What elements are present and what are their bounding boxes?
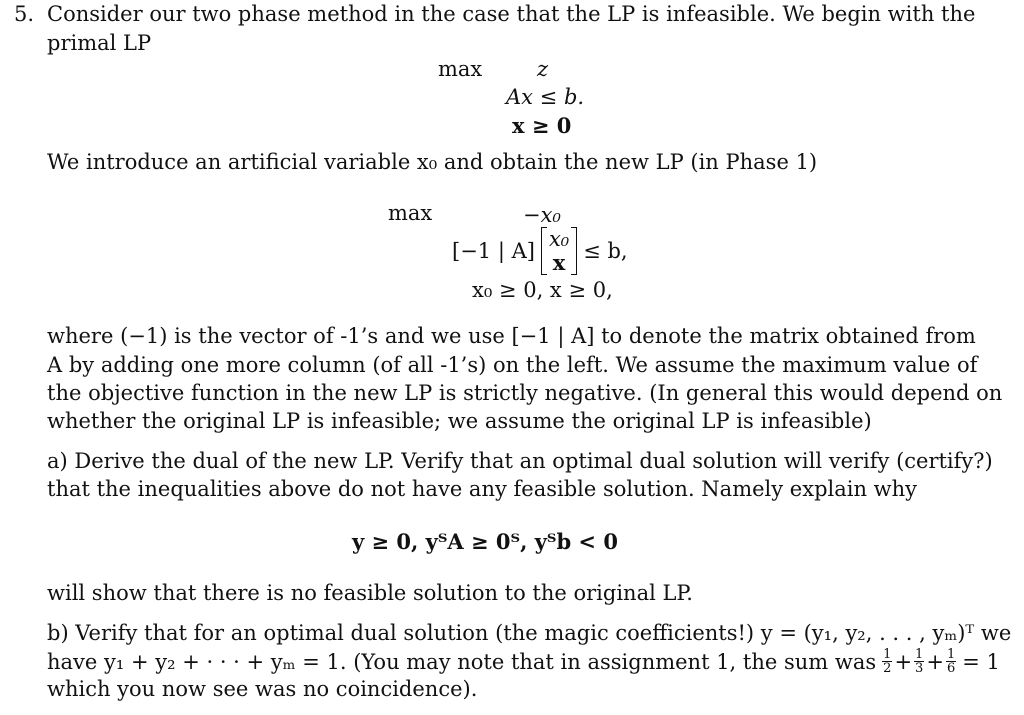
primal-nonneg: x ≥ 0 [512,113,572,138]
fraction-half: $\frac{1}{2}$ [883,647,892,676]
certificate-formula: y ≥ 0, yᵀA ≥ 0ᵀ, yᵀb < 0 [352,529,618,554]
explanation-line-1: where (−1) is the vector of -1’s and we use [−1 | A] to denote the matrix obtained from [47,324,976,348]
phase1-rhs: ≤ b, [583,239,628,263]
sum-equals-one: = 1 [962,649,1000,674]
phase1-nonneg: x₀ ≥ 0, x ≥ 0, [472,278,613,302]
phase1-constraint [452,227,628,275]
plus-sign: + [894,649,913,674]
part-a-line-2: that the inequalities above do not have any feasible solution. Namely explain why [47,477,918,501]
explanation-line-4: whether the original LP is infeasible; we assume the original LP is infeasible) [47,409,872,433]
fraction-sixth: $\frac{1}{6}$ [946,647,956,676]
part-a-end: will show that there is no feasible solution to the original LP. [47,581,693,605]
explanation-line-3: the objective function in the new LP is strictly negative. (In general this would depend on [47,381,1003,405]
part-a-line-1: a) Derive the dual of the new LP. Verify that an optimal dual solution will verify (certify?) [47,449,993,473]
phase1-max-word: max [388,201,433,225]
primal-max-word: max [438,57,483,81]
explanation-line-2: A by adding one more column (of all -1’s) on the left. We assume the maximum value of [47,353,978,377]
phase1-vector-bottom: x [552,250,566,275]
fraction-third: $\frac{1}{3}$ [915,647,924,676]
part-b-line-2 [47,648,1000,675]
intro-line-1: Consider our two phase method in the case that the LP is infeasible. We begin with the [47,2,976,26]
plus-sign: + [926,649,944,674]
phase1-matrix-left: [−1 | A] [452,239,535,263]
primal-objective: z [537,57,549,81]
artificial-intro: We introduce an artificial variable x₀ and obtain the new LP (in Phase 1) [47,150,818,174]
problem-number: 5. [14,2,35,26]
intro-line-2: primal LP [47,31,152,55]
primal-constraint: Ax ≤ b. [506,85,585,109]
phase1-vector-top: x₀ [548,227,570,251]
part-b-line-3: which you now see was no coincidence). [47,677,478,701]
part-b-line-1: b) Verify that for an optimal dual solution (the magic coefficients!) y = (y₁, y₂, . . . , yₘ)ᵀ we [47,621,1012,645]
phase1-objective: −x₀ [523,203,561,227]
phase1-vector [541,227,577,275]
part-b-line-2-text: have y₁ + y₂ + · · · + yₘ = 1. (You may note that in assignment 1, the sum was [47,649,877,674]
